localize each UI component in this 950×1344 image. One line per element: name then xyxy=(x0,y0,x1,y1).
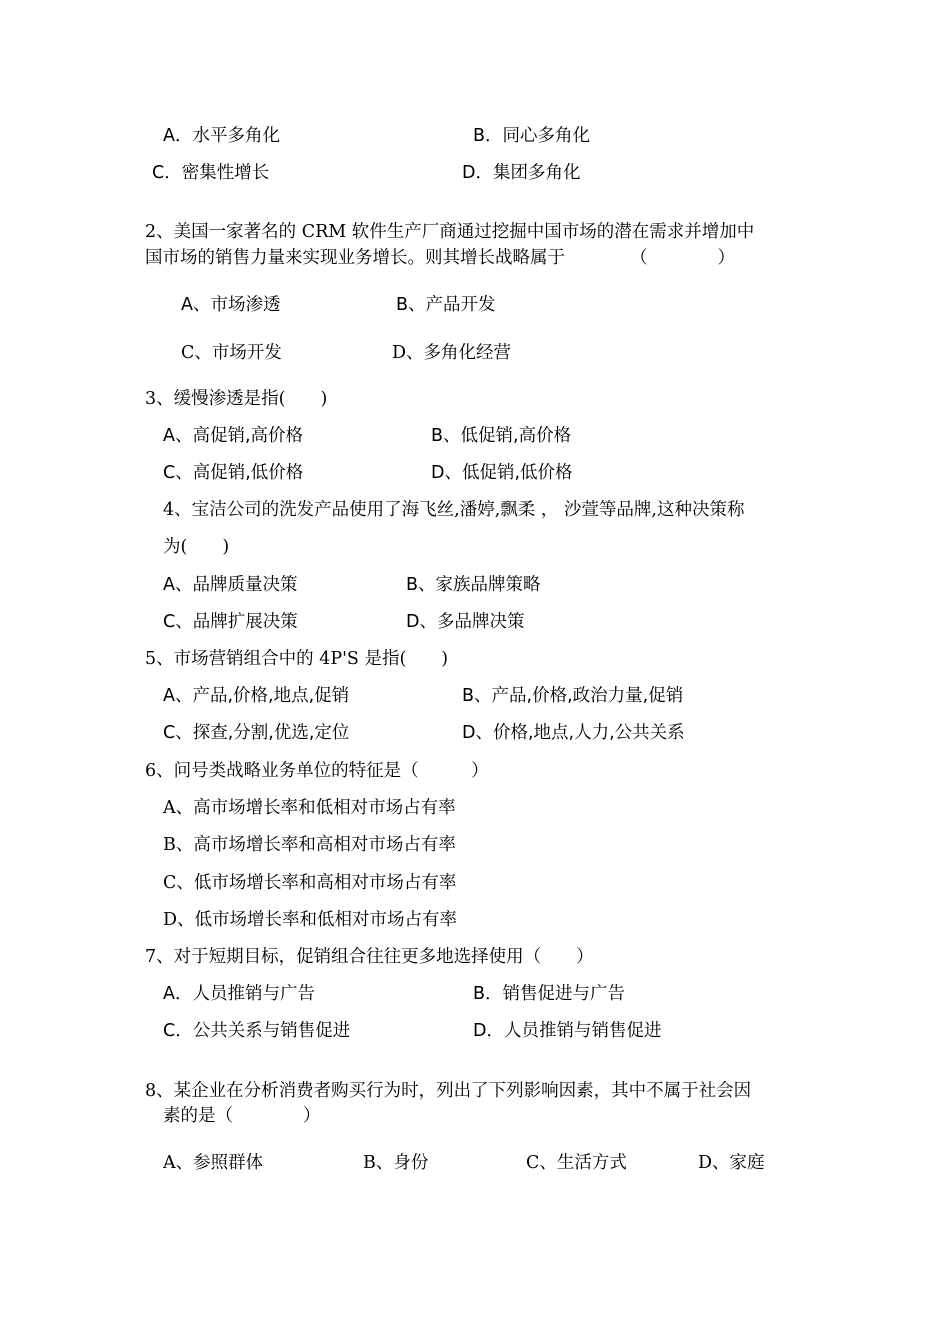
q2-stem-line1: 2、美国一家著名的 CRM 软件生产厂商通过挖掘中国市场的潜在需求并增加中 xyxy=(145,222,755,242)
q5-option-c: C、探查,分割,优选,定位 xyxy=(163,723,350,743)
q5-option-b: B、产品,价格,政治力量,促销 xyxy=(462,686,684,706)
q4-option-d: D、多品牌决策 xyxy=(406,612,525,632)
q8-option-b: B、身份 xyxy=(363,1153,429,1173)
q6-option-d: D、低市场增长率和低相对市场占有率 xyxy=(163,910,458,930)
q5-stem: 5、市场营销组合中的 4P'S 是指( ) xyxy=(145,649,449,669)
q8-stem-line2: 素的是（ ） xyxy=(163,1106,321,1126)
q5-option-a: A、产品,价格,地点,促销 xyxy=(163,686,350,706)
q3-option-d: D、低促销,低价格 xyxy=(431,463,573,483)
q7-option-a: A．人员推销与广告 xyxy=(163,984,315,1004)
q4-option-b: B、家族品牌策略 xyxy=(406,575,541,595)
q7-option-c: C．公共关系与销售促进 xyxy=(163,1021,351,1041)
q6-option-c: C、低市场增长率和高相对市场占有率 xyxy=(163,873,457,893)
q6-option-b: B、高市场增长率和高相对市场占有率 xyxy=(163,835,456,855)
q6-stem: 6、问号类战略业务单位的特征是（ ） xyxy=(145,761,489,781)
q1-option-d: D．集团多角化 xyxy=(462,163,581,183)
q1-option-a: A．水平多角化 xyxy=(163,126,280,146)
q1-option-c: C．密集性增长 xyxy=(152,163,270,183)
q8-stem-line1: 8、某企业在分析消费者购买行为时，列出了下列影响因素，其中不属于社会因 xyxy=(145,1081,752,1101)
q3-option-a: A、高促销,高价格 xyxy=(163,426,304,446)
q6-option-a: A、高市场增长率和低相对市场占有率 xyxy=(163,798,456,818)
q4-option-c: C、品牌扩展决策 xyxy=(163,612,298,632)
q2-option-a: A、市场渗透 xyxy=(181,295,281,315)
q4-stem-line1: 4、宝洁公司的洗发产品使用了海飞丝,潘婷,飘柔 ， 沙萱等品牌,这种决策称 xyxy=(163,500,745,520)
q4-stem-line2: 为( ) xyxy=(163,537,230,557)
q7-option-b: B．销售促进与广告 xyxy=(473,984,626,1004)
q1-option-b: B．同心多角化 xyxy=(473,126,591,146)
q3-option-c: C、高促销,低价格 xyxy=(163,463,304,483)
q3-stem: 3、缓慢渗透是指( ) xyxy=(145,389,328,409)
q8-option-d: D、家庭 xyxy=(698,1153,765,1173)
q2-option-b: B、产品开发 xyxy=(396,295,496,315)
q7-option-d: D．人员推销与销售促进 xyxy=(473,1021,662,1041)
q2-stem-line2: 国市场的销售力量来实现业务增长。则其增长战略属于 xyxy=(145,248,565,268)
q2-option-c: C、市场开发 xyxy=(181,343,282,363)
q8-option-a: A、参照群体 xyxy=(163,1153,264,1173)
q8-option-c: C、生活方式 xyxy=(526,1153,627,1173)
q3-option-b: B、低促销,高价格 xyxy=(431,426,572,446)
q5-option-d: D、价格,地点,人力,公共关系 xyxy=(462,723,685,743)
q4-option-a: A、品牌质量决策 xyxy=(163,575,298,595)
q2-answer-blank: （ ） xyxy=(630,248,735,268)
q2-option-d: D、多角化经营 xyxy=(392,343,512,363)
q7-stem: 7、对于短期目标，促销组合往往更多地选择使用（ ） xyxy=(145,947,594,967)
